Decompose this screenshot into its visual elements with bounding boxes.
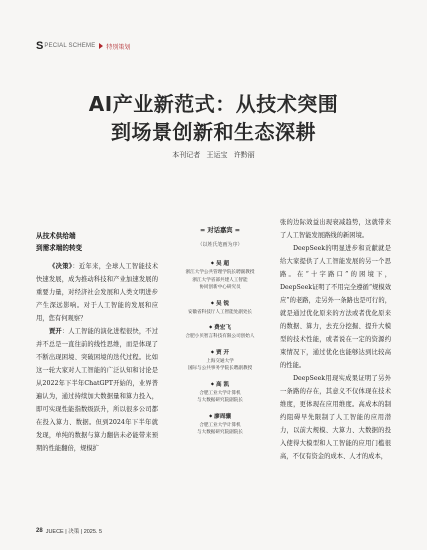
paragraph: DeepSeek的明显进步和贡献就是给大家提供了人工智能发展的另一个思路。在“十字路口”的困境下，DeepSeek证明了不用完全遵循“规模效应”的老路，走另外一条路也是可行的，就是通过优化原来的方法或者优化原来的数据、算力，去充分挖掘、提升大模型的技术性能，或者说在一定的资源约束情况下，通过优化也能够达到比较高的性能。 (280, 245, 391, 369)
guest-list (166, 258, 274, 437)
guest-entry (166, 322, 274, 341)
guest-name: ◆ 高 凯 (166, 379, 274, 390)
magazine-name: JUECE | 决策 | 2025. 5 (45, 529, 103, 535)
guest-name: ◆ 贾 开 (166, 347, 274, 358)
triangle-arrow-icon (99, 43, 103, 49)
guest-affiliation: 国际与公共事务学院长聘副教授 (187, 366, 253, 371)
article-title-line1: AI产业新范式：从技术突围 (88, 92, 339, 116)
guest-name: ◆ 吴 超 (166, 258, 274, 269)
guest-name: ◆ 吴 锐 (166, 298, 274, 309)
series-initial: S (36, 39, 44, 52)
page-footer (36, 527, 102, 535)
guest-entry (166, 379, 274, 405)
guest-entry (166, 258, 274, 292)
answer-text: ：人工智能的演化进程很快，不过并不总是一直往前的线性思维，而是体现了不断出现困境、突破困境的迭代过程。比如这一轮大家对人工智能的广泛认知和讨论是从2022年下半年ChatGPT开始的，业界普遍认为，通过持续加大数据量和算力投入，即可实现性能指数级跃升，所以很多公司都在投入算力、数据。但到2024年下半年就发现，单纯的数据与算力翻倍未必能带来预期的性能翻倍，规模扩 (36, 328, 159, 452)
dialog-title: = 对话嘉宾 = (199, 227, 241, 234)
article-title-line2: 到场景创新和生态深耕 (111, 120, 316, 144)
question-text: ：近年来，全球人工智能技术快速发展，成为推动科技和产业加速发展的重要力量，对经济社会发展和人类文明进步产生深远影响。对于人工智能的发展和应用，您有何观察？ (36, 263, 158, 322)
guest-entry (166, 347, 274, 373)
answer-paragraph (36, 325, 158, 455)
special-label: 特别策划 (106, 44, 131, 51)
guest-affiliation: 与大数据研究院副院长 (197, 430, 243, 435)
guest-affiliation: 合肥工业大学计算机 (199, 422, 241, 428)
speaker-label: 《决策》 (49, 263, 73, 270)
speaker-label: 贾开 (49, 328, 62, 335)
guest-affiliation: 与大数据研究院副院长 (197, 398, 243, 403)
question-paragraph (36, 260, 158, 325)
guest-affiliation: 安徽省科技厅人工智能处副处长 (187, 309, 253, 315)
section-header (36, 40, 130, 52)
section-subheading (36, 230, 158, 254)
page-number: 28 (36, 528, 43, 534)
guest-name: ◆ 廖周骧 (166, 411, 274, 422)
guest-affiliation: 浙江大学省部共建人工智能 (192, 277, 248, 283)
guest-affiliation: 上海交通大学 (206, 358, 234, 364)
series-label: PECIAL SCHEME (44, 43, 96, 49)
guest-entry (166, 411, 274, 437)
guest-panel (166, 216, 274, 437)
byline: 本刊记者 王运宝 许黔丽 (172, 151, 255, 159)
guest-affiliation: 合肥工业大学计算机 (199, 390, 241, 396)
guest-affiliation: 合肥小贝智言科技有限公司创始人 (185, 334, 255, 339)
subheading-line2: 到需求端的转变 (36, 244, 83, 252)
guest-affiliation: 浙江大学公共管理学院长聘副教授 (185, 270, 255, 275)
dialog-subtitle: （以姓氏笔画为序） (197, 242, 243, 248)
subheading-line1: 从技术供给端 (36, 232, 76, 240)
article-column-1 (36, 230, 158, 455)
paragraph: DeepSeek用现实成果证明了另外一条路的存在，其意义不仅体现在技术维度，更体现在应用维度。高成本的制约阻碍早先限制了人工智能的应用潜力，以前大规模、大算力、大数据的投入使得大模型和人工智能的应用门槛很高，不仅有资金的成本、人才的成本， (280, 375, 391, 460)
guest-name: ◆ 费宏飞 (166, 322, 274, 333)
guest-entry (166, 298, 274, 317)
guest-affiliation: 协同创新中心研究员 (199, 285, 241, 290)
article-column-3 (280, 216, 391, 463)
paragraph: 张的边际效益出现衰减趋势，这就带来了人工智能发展路线的新困境。 (280, 219, 391, 239)
